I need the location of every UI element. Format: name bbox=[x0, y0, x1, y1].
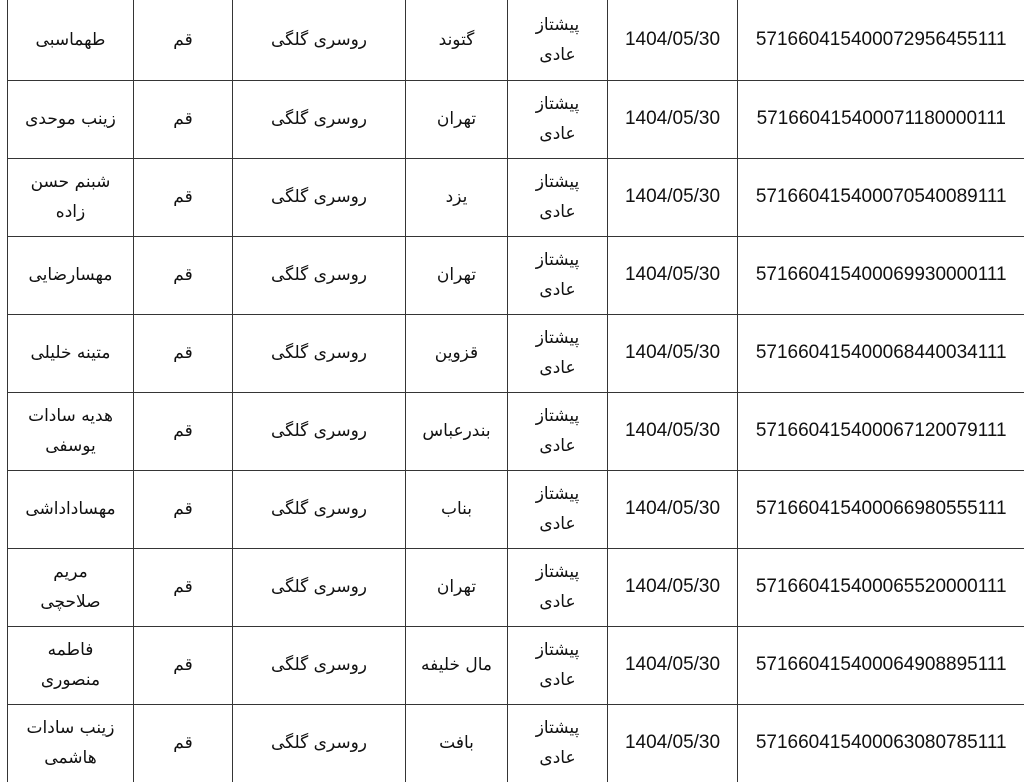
table-row bbox=[8, 236, 1024, 314]
product-cell bbox=[233, 548, 406, 626]
service-type-cell bbox=[508, 470, 608, 548]
recipient-name: هدیه سادات یوسفی bbox=[28, 406, 113, 456]
service-type-cell bbox=[508, 236, 608, 314]
tracking-number-cell bbox=[738, 80, 1024, 158]
send-date-cell bbox=[608, 626, 738, 704]
service-type: پیشتاز عادی bbox=[535, 94, 580, 144]
service-type: پیشتاز عادی bbox=[535, 406, 580, 456]
origin-city: قم bbox=[173, 421, 193, 441]
origin-city: قم bbox=[173, 187, 193, 207]
tracking-number-cell bbox=[738, 236, 1024, 314]
origin-city-cell bbox=[134, 626, 233, 704]
product: روسری گلگی bbox=[270, 577, 368, 597]
send-date-cell bbox=[608, 158, 738, 236]
service-type: پیشتاز عادی bbox=[535, 718, 580, 769]
product: روسری گلگی bbox=[270, 265, 368, 285]
tracking-number: 571660415400067120079111 bbox=[755, 420, 1007, 441]
product: روسری گلگی bbox=[270, 421, 368, 441]
send-date: 1404/05/30 bbox=[624, 654, 721, 675]
send-date: 1404/05/30 bbox=[624, 108, 721, 129]
product-cell bbox=[233, 626, 406, 704]
shipments-table-body bbox=[8, 0, 1024, 782]
origin-city-cell bbox=[134, 314, 233, 392]
recipient-name: متینه خلیلی bbox=[30, 343, 111, 363]
service-type: پیشتاز عادی bbox=[535, 328, 580, 378]
destination-city: یزد bbox=[445, 187, 468, 207]
product: روسری گلگی bbox=[270, 499, 368, 519]
product-cell bbox=[233, 704, 406, 782]
product: روسری گلگی bbox=[270, 187, 368, 207]
send-date-cell bbox=[608, 548, 738, 626]
tracking-number-cell bbox=[738, 0, 1024, 80]
table-row bbox=[8, 80, 1024, 158]
send-date-cell bbox=[608, 0, 738, 80]
recipient-name: زینب سادات هاشمی bbox=[26, 718, 115, 769]
send-date-cell bbox=[608, 80, 738, 158]
tracking-number-cell bbox=[738, 704, 1024, 782]
send-date-cell bbox=[608, 392, 738, 470]
service-type: پیشتاز عادی bbox=[535, 250, 580, 300]
tracking-number: 571660415400069930000111 bbox=[755, 264, 1007, 285]
recipient-name: زینب موحدی bbox=[25, 109, 116, 129]
tracking-number-cell bbox=[738, 158, 1024, 236]
tracking-number-cell bbox=[738, 314, 1024, 392]
send-date: 1404/05/30 bbox=[624, 264, 721, 285]
service-type: پیشتاز عادی bbox=[535, 14, 580, 65]
product-cell bbox=[233, 0, 406, 80]
service-type-cell bbox=[508, 626, 608, 704]
origin-city: قم bbox=[173, 109, 193, 129]
origin-city: قم bbox=[173, 343, 193, 363]
service-type-cell bbox=[508, 0, 608, 80]
product: روسری گلگی bbox=[270, 29, 368, 50]
send-date: 1404/05/30 bbox=[624, 28, 721, 50]
origin-city-cell bbox=[134, 0, 233, 80]
origin-city-cell bbox=[134, 80, 233, 158]
recipient-name-cell bbox=[8, 158, 134, 236]
destination-city-cell bbox=[406, 236, 508, 314]
destination-city-cell bbox=[406, 626, 508, 704]
destination-city-cell bbox=[406, 158, 508, 236]
send-date: 1404/05/30 bbox=[624, 420, 721, 441]
destination-city: تهران bbox=[436, 577, 477, 597]
destination-city-cell bbox=[406, 470, 508, 548]
send-date: 1404/05/30 bbox=[624, 186, 721, 207]
service-type-cell bbox=[508, 548, 608, 626]
send-date: 1404/05/30 bbox=[624, 498, 721, 519]
destination-city: بافت bbox=[439, 733, 474, 754]
origin-city: قم bbox=[173, 733, 193, 754]
destination-city: بندرعباس bbox=[422, 421, 491, 441]
product: روسری گلگی bbox=[270, 109, 368, 129]
tracking-number-cell bbox=[738, 392, 1024, 470]
recipient-name-cell bbox=[8, 392, 134, 470]
tracking-number-cell bbox=[738, 626, 1024, 704]
send-date: 1404/05/30 bbox=[624, 576, 721, 597]
table-row bbox=[8, 392, 1024, 470]
product: روسری گلگی bbox=[270, 343, 368, 363]
origin-city-cell bbox=[134, 158, 233, 236]
recipient-name-cell bbox=[8, 704, 134, 782]
origin-city: قم bbox=[173, 29, 193, 50]
origin-city: قم bbox=[173, 577, 193, 597]
destination-city: تهران bbox=[436, 109, 477, 129]
send-date-cell bbox=[608, 236, 738, 314]
service-type-cell bbox=[508, 80, 608, 158]
recipient-name: طهماسبی bbox=[35, 29, 106, 50]
service-type: پیشتاز عادی bbox=[535, 172, 580, 222]
product-cell bbox=[233, 392, 406, 470]
tracking-number: 571660415400063080785111 bbox=[755, 732, 1007, 754]
tracking-number-cell bbox=[738, 548, 1024, 626]
send-date: 1404/05/30 bbox=[624, 732, 721, 754]
recipient-name-cell bbox=[8, 626, 134, 704]
tracking-number-cell bbox=[738, 470, 1024, 548]
recipient-name: مریم صلاحچی bbox=[40, 562, 101, 612]
recipient-name: شبنم حسن زاده bbox=[30, 172, 111, 222]
service-type-cell bbox=[508, 158, 608, 236]
recipient-name-cell bbox=[8, 0, 134, 80]
service-type-cell bbox=[508, 314, 608, 392]
destination-city: مال خلیفه bbox=[420, 655, 493, 675]
origin-city-cell bbox=[134, 704, 233, 782]
recipient-name: فاطمه منصوری bbox=[40, 640, 101, 690]
product: روسری گلگی bbox=[270, 733, 368, 754]
table-row bbox=[8, 0, 1024, 80]
tracking-number: 571660415400068440034111 bbox=[755, 342, 1007, 363]
destination-city-cell bbox=[406, 80, 508, 158]
recipient-name-cell bbox=[8, 548, 134, 626]
destination-city-cell bbox=[406, 0, 508, 80]
table-row bbox=[8, 314, 1024, 392]
destination-city-cell bbox=[406, 548, 508, 626]
origin-city-cell bbox=[134, 236, 233, 314]
shipments-table bbox=[7, 0, 1024, 782]
origin-city-cell bbox=[134, 548, 233, 626]
product-cell bbox=[233, 470, 406, 548]
service-type: پیشتاز عادی bbox=[535, 562, 580, 612]
product-cell bbox=[233, 80, 406, 158]
product: روسری گلگی bbox=[270, 655, 368, 675]
service-type: پیشتاز عادی bbox=[535, 484, 580, 534]
shipments-sheet bbox=[7, 0, 1024, 783]
tracking-number: 571660415400065520000111 bbox=[755, 576, 1007, 597]
send-date: 1404/05/30 bbox=[624, 342, 721, 363]
send-date-cell bbox=[608, 314, 738, 392]
service-type-cell bbox=[508, 392, 608, 470]
origin-city: قم bbox=[173, 265, 193, 285]
recipient-name-cell bbox=[8, 314, 134, 392]
recipient-name: مهساداداشی bbox=[25, 499, 116, 519]
tracking-number: 571660415400070540089111 bbox=[755, 186, 1007, 207]
destination-city-cell bbox=[406, 704, 508, 782]
recipient-name-cell bbox=[8, 470, 134, 548]
origin-city: قم bbox=[173, 655, 193, 675]
table-row bbox=[8, 626, 1024, 704]
send-date-cell bbox=[608, 470, 738, 548]
table-row bbox=[8, 704, 1024, 782]
product-cell bbox=[233, 236, 406, 314]
recipient-name: مهسارضایی bbox=[28, 265, 113, 285]
destination-city: گتوند bbox=[438, 29, 475, 50]
destination-city: تهران bbox=[436, 265, 477, 285]
destination-city: بناب bbox=[440, 499, 473, 519]
tracking-number: 571660415400072956455111 bbox=[755, 28, 1007, 50]
tracking-number: 571660415400064908895111 bbox=[755, 654, 1007, 675]
product-cell bbox=[233, 314, 406, 392]
product-cell bbox=[233, 158, 406, 236]
destination-city-cell bbox=[406, 314, 508, 392]
origin-city-cell bbox=[134, 470, 233, 548]
recipient-name-cell bbox=[8, 236, 134, 314]
destination-city-cell bbox=[406, 392, 508, 470]
service-type-cell bbox=[508, 704, 608, 782]
table-row bbox=[8, 158, 1024, 236]
service-type: پیشتاز عادی bbox=[535, 640, 580, 690]
recipient-name-cell bbox=[8, 80, 134, 158]
send-date-cell bbox=[608, 704, 738, 782]
table-row bbox=[8, 548, 1024, 626]
origin-city: قم bbox=[173, 499, 193, 519]
tracking-number: 571660415400066980555111 bbox=[755, 498, 1007, 519]
tracking-number: 571660415400071180000111 bbox=[756, 108, 1006, 129]
origin-city-cell bbox=[134, 392, 233, 470]
destination-city: قزوین bbox=[434, 343, 479, 363]
table-row bbox=[8, 470, 1024, 548]
